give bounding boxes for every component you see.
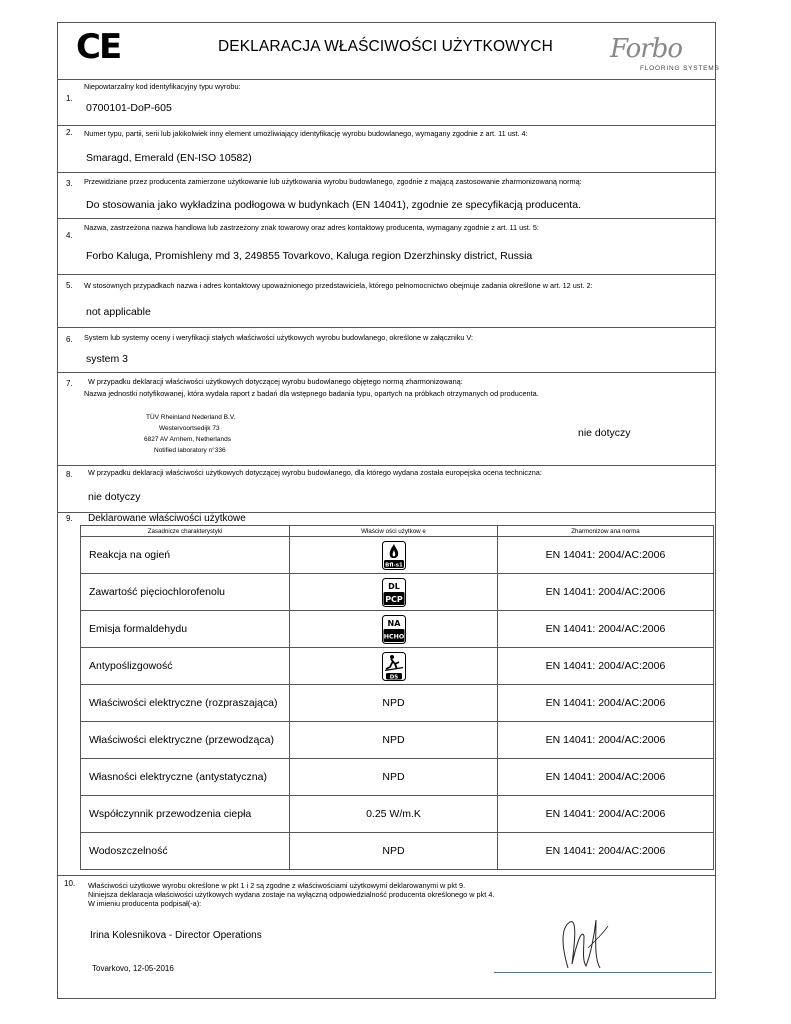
- lab-name: TÜV Rheinland Nederland B.V.: [146, 414, 236, 421]
- section-label: System lub systemy oceny i weryfikacji stałych właściwości użytkowych wyrobu budowlanego, określone w załączniku V:: [84, 333, 474, 342]
- conformity-line-1: Właściwości użytkowe wyrobu określone w pkt 1 i 2 są zgodne z właściwościami użytkowymi deklarowanymi w pkt 9.: [88, 881, 466, 890]
- section-label: W stosownych przypadkach nazwa i adres kontaktowy upoważnionego przedstawiciela, którego pełnomocnictwo obejmuje zadania określone w art. 12 ust. 2:: [84, 281, 593, 290]
- signature-line: [494, 972, 712, 973]
- norm-cell: EN 14041: 2004/AC:2006: [498, 833, 714, 870]
- fire-badge-icon: [382, 541, 406, 570]
- pcp-badge-label: PCP: [384, 594, 403, 604]
- section-label: Niepowtarzalny kod identyfikacyjny typu wyrobu:: [84, 82, 241, 91]
- norm-cell: EN 14041: 2004/AC:2006: [498, 759, 714, 796]
- section-number: 8.: [66, 470, 73, 479]
- signatory-name: Irina Kolesnikova - Director Operations: [90, 930, 262, 941]
- section-2: [58, 126, 715, 173]
- characteristic-cell: Własności elektryczne (antystatyczna): [81, 759, 290, 796]
- section-value: nie dotyczy: [88, 491, 141, 503]
- section-number: 6.: [66, 335, 73, 344]
- section-value: system 3: [86, 353, 129, 365]
- characteristic-cell: Zawartość pięciochlorofenolu: [81, 574, 290, 611]
- pcp-badge-top: DL: [387, 581, 400, 591]
- section-9: [58, 513, 715, 876]
- characteristic-cell: Emisja formaldehydu: [81, 611, 290, 648]
- table-row: [81, 537, 714, 574]
- performance-cell: NPD: [290, 759, 498, 796]
- norm-cell: EN 14041: 2004/AC:2006: [498, 648, 714, 685]
- hcho-badge-label: HCHO: [383, 633, 404, 640]
- section-6: [58, 328, 715, 373]
- logo-wordmark: Forbo: [610, 34, 682, 64]
- section-number: 5.: [66, 281, 73, 290]
- section-label-2: Nazwa jednostki notyfikowanej, która wydała raport z badań dla wstępnego badania typu, opartych na próbkach otrzymanych od producenta.: [84, 389, 539, 398]
- slip-badge-icon: [382, 652, 406, 681]
- document-header: [58, 23, 720, 80]
- section-4: [58, 219, 715, 275]
- table-row: [81, 759, 714, 796]
- lab-street: Westervoortsedijk 73: [159, 425, 220, 432]
- section-number: 7.: [66, 379, 73, 388]
- section-label: Przewidziane przez producenta zamierzone użytkowanie lub użytkowania wyrobu budowlanego, zgodnie z mającą zastosowanie zharmonizowaną normą:: [84, 177, 582, 186]
- section-value: not applicable: [86, 306, 151, 318]
- performance-cell: NPD: [290, 722, 498, 759]
- section-number: 9.: [66, 514, 73, 523]
- section-10: [58, 876, 715, 998]
- norm-cell: EN 14041: 2004/AC:2006: [498, 722, 714, 759]
- document-title: DEKLARACJA WŁAŚCIWOŚCI UŻYTKOWYCH: [218, 38, 553, 55]
- characteristic-cell: Antypoślizgowość: [81, 648, 290, 685]
- performance-cell: [290, 611, 498, 648]
- norm-cell: EN 14041: 2004/AC:2006: [498, 537, 714, 574]
- forbo-logo: [610, 34, 720, 77]
- pcp-badge-icon: [382, 578, 406, 607]
- section-title: Deklarowane właściwości użytkowe: [88, 513, 246, 524]
- table-row: [81, 722, 714, 759]
- characteristic-cell: Reakcja na ogień: [81, 537, 290, 574]
- column-header: Właściw ości użytkow e: [290, 526, 498, 537]
- norm-cell: EN 14041: 2004/AC:2006: [498, 796, 714, 833]
- characteristic-cell: Wodoszczelność: [81, 833, 290, 870]
- column-header: Zasadnicze charakterystyki: [81, 526, 290, 537]
- section-7-value: nie dotyczy: [578, 427, 631, 439]
- conformity-line-2: Niniejsza deklaracja właściwości użytkowych wydana zostaje na wyłączną odpowiedzialność producenta określonego w pkt 4.: [88, 890, 495, 899]
- norm-cell: EN 14041: 2004/AC:2006: [498, 685, 714, 722]
- signature-image: [548, 908, 628, 973]
- norm-cell: EN 14041: 2004/AC:2006: [498, 574, 714, 611]
- lab-number: Notified laboratory n°336: [154, 447, 226, 454]
- section-label: Numer typu, partii, serii lub jakikolwiek inny element umożliwiający identyfikację wyrobu budowlanego, wymagany zgodnie z art. 11 ust. 4:: [84, 129, 528, 138]
- slip-badge-label: DS: [389, 674, 398, 680]
- section-number: 3.: [66, 179, 73, 188]
- characteristic-cell: Właściwości elektryczne (przewodząca): [81, 722, 290, 759]
- performance-cell: [290, 537, 498, 574]
- section-3: [58, 173, 715, 219]
- hcho-badge-top: NA: [387, 618, 400, 628]
- table-row: [81, 648, 714, 685]
- section-value: Smaragd, Emerald (EN-ISO 10582): [86, 152, 252, 164]
- table-row: [81, 833, 714, 870]
- conformity-line-3: W imieniu producenta podpisał(-a):: [88, 899, 202, 908]
- section-8: [58, 466, 715, 513]
- performance-cell: [290, 574, 498, 611]
- norm-cell: EN 14041: 2004/AC:2006: [498, 611, 714, 648]
- section-value: 0700101-DoP-605: [86, 102, 172, 114]
- section-value: Do stosowania jako wykładzina podłogowa w budynkach (EN 14041), zgodnie ze specyfikacją producenta.: [86, 199, 581, 211]
- column-header: Zharmonizow ana norma: [498, 526, 714, 537]
- section-7: [58, 373, 715, 466]
- performance-cell: [290, 648, 498, 685]
- section-number: 10.: [64, 879, 76, 888]
- performance-cell: 0.25 W/m.K: [290, 796, 498, 833]
- properties-table: [80, 525, 714, 870]
- place-and-date: Tovarkovo, 12-05-2016: [92, 964, 174, 973]
- table-row: [81, 611, 714, 648]
- characteristic-cell: Właściwości elektryczne (rozpraszająca): [81, 685, 290, 722]
- section-1: [58, 79, 715, 126]
- section-number: 1.: [66, 94, 73, 103]
- table-row: [81, 796, 714, 833]
- section-number: 4.: [66, 231, 73, 240]
- performance-cell: NPD: [290, 833, 498, 870]
- characteristic-cell: Współczynnik przewodzenia ciepła: [81, 796, 290, 833]
- logo-subtitle: FLOORING SYSTEMS: [640, 65, 720, 72]
- section-value: Forbo Kaluga, Promishleny md 3, 249855 Tovarkovo, Kaluga region Dzerzhinsky district, Russia: [86, 250, 533, 262]
- table-header-row: [81, 526, 714, 537]
- fire-badge-label: Bfl-s1: [384, 562, 403, 568]
- section-5: [58, 275, 715, 328]
- section-number: 2.: [66, 128, 73, 137]
- table-row: [81, 685, 714, 722]
- section-label: W przypadku deklaracji właściwości użytkowych dotyczącej wyrobu budowlanego, dla którego wydana została europejska ocena techniczna:: [88, 468, 542, 477]
- hcho-badge-icon: [382, 615, 406, 644]
- ce-mark: CE: [76, 27, 121, 67]
- section-label: W przypadku deklaracji właściwości użytkowych dotyczącej wyrobu budowlanego objętego normą zharmonizowaną:: [88, 377, 463, 386]
- lab-city: 6827 AV Arnhem, Netherlands: [144, 436, 231, 443]
- section-label: Nazwa, zastrzeżona nazwa handlowa lub zastrzeżony znak towarowy oraz adres kontaktowy producenta, wymagany zgodnie z art. 11 ust. 5:: [84, 223, 539, 232]
- performance-cell: NPD: [290, 685, 498, 722]
- declaration-page: [57, 22, 720, 999]
- table-row: [81, 574, 714, 611]
